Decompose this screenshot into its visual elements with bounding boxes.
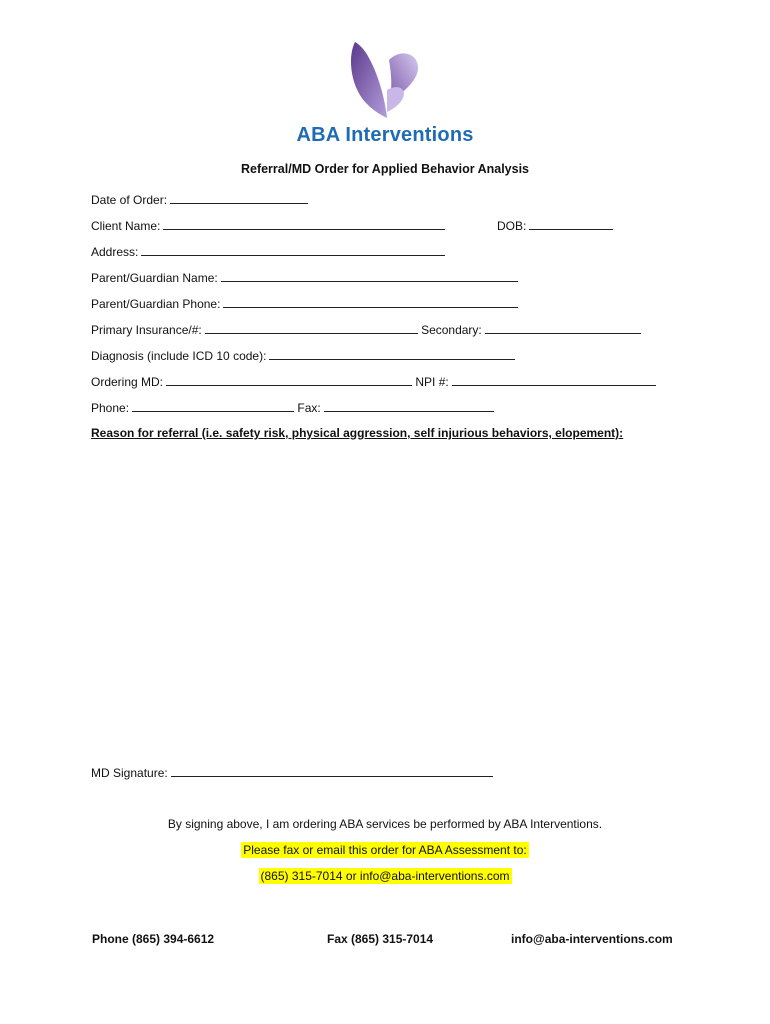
client-name-row bbox=[91, 218, 445, 233]
insurance-row bbox=[91, 322, 641, 337]
phone-field[interactable] bbox=[132, 400, 294, 412]
dob-field[interactable] bbox=[529, 218, 613, 230]
contact-line bbox=[0, 869, 770, 883]
md-signature-field[interactable] bbox=[171, 765, 493, 777]
dob-label: DOB: bbox=[497, 219, 527, 233]
address-label: Address: bbox=[91, 245, 139, 259]
address-field[interactable] bbox=[141, 244, 445, 256]
footer-phone: Phone (865) 394-6612 bbox=[92, 932, 215, 946]
instruction-highlight: Please fax or email this order for ABA Assessment to: bbox=[243, 843, 527, 857]
client-name-field[interactable] bbox=[163, 218, 445, 230]
ordering-md-row bbox=[91, 374, 656, 389]
date-of-order-row bbox=[91, 192, 308, 207]
primary-insurance-label: Primary Insurance/#: bbox=[91, 323, 202, 337]
butterfly-icon bbox=[345, 38, 425, 124]
secondary-field[interactable] bbox=[485, 322, 641, 334]
primary-insurance-field[interactable] bbox=[205, 322, 418, 334]
md-signature-row bbox=[91, 765, 493, 780]
fax-field[interactable] bbox=[324, 400, 494, 412]
address-row bbox=[91, 244, 445, 259]
ordering-statement: By signing above, I am ordering ABA services be performed by ABA Interventions. bbox=[167, 817, 603, 831]
md-signature-label: MD Signature: bbox=[91, 766, 168, 780]
fax-label: Fax: bbox=[297, 401, 321, 415]
diagnosis-row bbox=[91, 348, 515, 363]
date-of-order-field[interactable] bbox=[170, 192, 308, 204]
reason-for-referral-label: Reason for referral (i.e. safety risk, physical aggression, self injurious behaviors, elopement): bbox=[91, 426, 624, 440]
ordering-md-label: Ordering MD: bbox=[91, 375, 164, 389]
parent-name-field[interactable] bbox=[221, 270, 518, 282]
logo-text: ABA Interventions bbox=[296, 124, 474, 146]
parent-name-row bbox=[91, 270, 518, 285]
client-name-label: Client Name: bbox=[91, 219, 161, 233]
parent-phone-label: Parent/Guardian Phone: bbox=[91, 297, 221, 311]
secondary-label: Secondary: bbox=[421, 323, 482, 337]
parent-phone-row bbox=[91, 296, 518, 311]
reason-for-referral-area[interactable] bbox=[91, 446, 681, 746]
date-of-order-label: Date of Order: bbox=[91, 193, 168, 207]
logo bbox=[295, 38, 475, 158]
phone-fax-row bbox=[91, 400, 494, 415]
form-title: Referral/MD Order for Applied Behavior Analysis bbox=[240, 162, 530, 176]
phone-label: Phone: bbox=[91, 401, 130, 415]
diagnosis-label: Diagnosis (include ICD 10 code): bbox=[91, 349, 267, 363]
footer-fax: Fax (865) 315-7014 bbox=[327, 932, 434, 946]
footer-email: info@aba-interventions.com bbox=[511, 932, 673, 946]
ordering-md-field[interactable] bbox=[166, 374, 412, 386]
contact-highlight: (865) 315-7014 or info@aba-interventions.com bbox=[260, 869, 510, 883]
instruction-line bbox=[0, 843, 770, 857]
parent-name-label: Parent/Guardian Name: bbox=[91, 271, 218, 285]
dob-row bbox=[497, 218, 613, 233]
npi-label: NPI #: bbox=[415, 375, 449, 389]
npi-field[interactable] bbox=[452, 374, 656, 386]
parent-phone-field[interactable] bbox=[223, 296, 518, 308]
diagnosis-field[interactable] bbox=[269, 348, 515, 360]
